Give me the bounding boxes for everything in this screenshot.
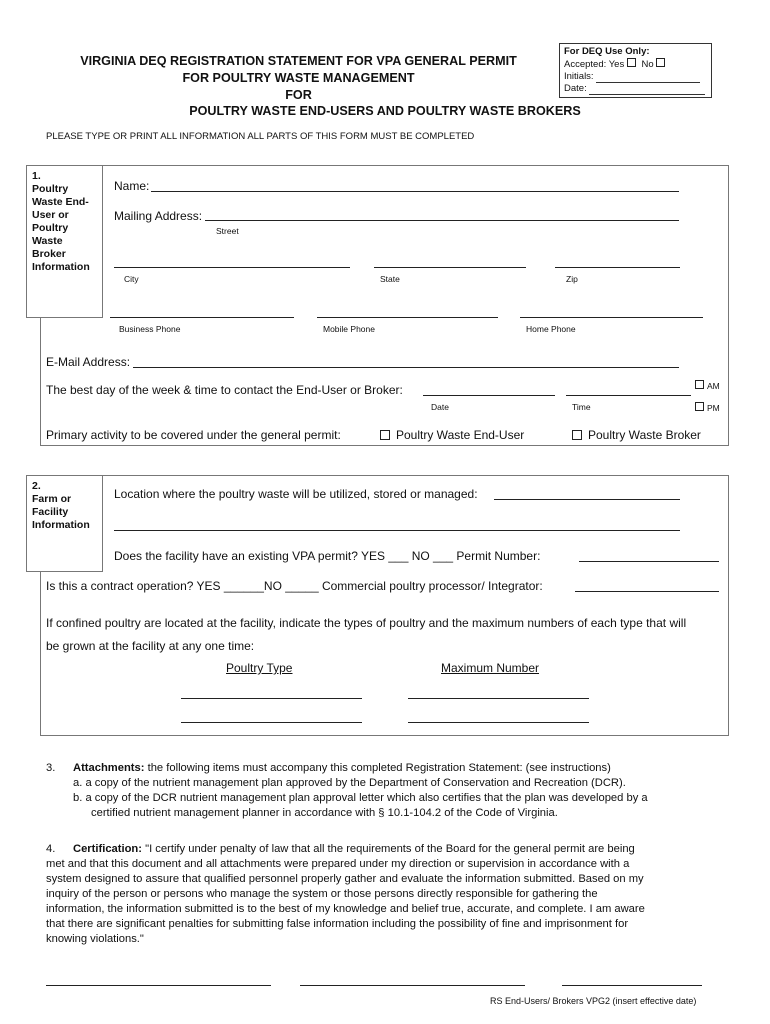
pm-label: PM — [707, 403, 720, 413]
location-field-1[interactable] — [494, 499, 680, 500]
street-label: Street — [216, 226, 239, 236]
certification-line-2: met and that this document and all attachments were prepared under my direction or supervision in accordance with a — [46, 858, 630, 870]
business-phone-label: Business Phone — [119, 324, 181, 334]
form-title-line-1: VIRGINIA DEQ REGISTRATION STATEMENT FOR VPA GENERAL PERMIT — [80, 54, 517, 68]
am-label: AM — [707, 381, 720, 391]
name-field[interactable] — [151, 191, 679, 192]
section-1-tab-text: Waste End- — [32, 196, 89, 208]
pm-checkbox[interactable] — [695, 402, 704, 411]
state-field[interactable] — [374, 267, 526, 268]
form-identifier: RS End-Users/ Brokers VPG2 (insert effective date) — [490, 996, 697, 1006]
maximum-number-header: Maximum Number — [441, 661, 540, 675]
deq-date-label: Date: — [564, 83, 587, 94]
home-phone-field[interactable] — [520, 317, 703, 318]
broker-label: Poultry Waste Broker — [588, 428, 701, 442]
deq-date-field[interactable] — [589, 85, 705, 95]
section-2-number: 2. — [32, 480, 41, 492]
poultry-type-header: Poultry Type — [226, 661, 293, 675]
deq-accepted-label: Accepted: — [564, 59, 607, 70]
deq-initials-field[interactable] — [596, 73, 700, 83]
deq-initials-label: Initials: — [564, 71, 594, 82]
certification-line-5: information, the information submitted is to the best of my knowledge and belief true, accurate, and complete. I am aware — [46, 903, 645, 915]
contact-time-field[interactable] — [566, 395, 691, 396]
confined-poultry-text-2: be grown at the facility at any one time: — [46, 639, 255, 653]
poultry-type-field-2[interactable] — [181, 722, 362, 723]
section-1-tab-text: Poultry — [32, 222, 69, 234]
location-field-2[interactable] — [114, 530, 680, 531]
maximum-number-field-1[interactable] — [408, 698, 589, 699]
maximum-number-field-2[interactable] — [408, 722, 589, 723]
am-option[interactable] — [695, 380, 720, 391]
email-label: E-Mail Address: — [46, 355, 131, 369]
certification-line-7: knowing violations." — [46, 933, 144, 945]
attachments-heading: Attachments: — [73, 762, 145, 774]
signature-date-field[interactable] — [562, 985, 702, 986]
end-user-option[interactable] — [380, 428, 524, 442]
section-2-tab-text: Farm or — [32, 493, 72, 505]
end-user-checkbox[interactable] — [380, 430, 390, 440]
vpa-permit-question: Does the facility have an existing VPA permit? YES ___ NO ___ Permit Number: — [114, 549, 541, 563]
certification-line-6: that there are significant penalties for submitting false information including the possibility of fine and imprisonment for — [46, 918, 629, 930]
attachment-item-a: a. a copy of the nutrient management plan approved by the Department of Conservation and Recreation (DCR). — [73, 777, 626, 789]
deq-no-label: No — [641, 59, 654, 70]
contact-date-label: Date — [431, 402, 449, 412]
section-1-tab-text: User or — [32, 209, 69, 221]
section-3-heading-line — [73, 762, 611, 774]
pm-option[interactable] — [695, 402, 720, 413]
contact-time-label: The best day of the week & time to contact the End-User or Broker: — [46, 383, 403, 397]
form-title-line-4: POULTRY WASTE END-USERS AND POULTRY WASTE BROKERS — [189, 104, 581, 118]
section-1-tab-text: Waste — [32, 235, 63, 247]
primary-activity-label: Primary activity to be covered under the general permit: — [46, 428, 341, 442]
business-phone-field[interactable] — [110, 317, 294, 318]
section-1-box — [40, 165, 729, 446]
broker-option[interactable] — [572, 428, 701, 442]
zip-label: Zip — [566, 274, 578, 284]
deq-box-title: For DEQ Use Only: — [564, 46, 650, 57]
deq-yes-label: Yes — [608, 59, 625, 70]
city-field[interactable] — [114, 267, 350, 268]
section-1-tab-text: Poultry — [32, 183, 69, 195]
zip-field[interactable] — [555, 267, 680, 268]
end-user-label: Poultry Waste End-User — [396, 428, 525, 442]
email-field[interactable] — [133, 367, 679, 368]
certification-heading: Certification: — [73, 843, 142, 855]
state-label: State — [380, 274, 400, 284]
section-2-box — [40, 475, 729, 736]
form-title-line-2: FOR POULTRY WASTE MANAGEMENT — [182, 71, 415, 85]
section-2-tab-text: Information — [32, 519, 90, 531]
permit-number-field[interactable] — [579, 561, 719, 562]
certification-line-4: inquiry of the person or persons who manage the system or those persons directly responsible for gathering the — [46, 888, 598, 900]
section-1-tab-text: Information — [32, 261, 90, 273]
name-label: Name: — [114, 179, 150, 193]
contact-date-field[interactable] — [423, 395, 555, 396]
mailing-address-field[interactable] — [205, 220, 679, 221]
form-title-line-3: FOR — [285, 88, 312, 102]
broker-checkbox[interactable] — [572, 430, 582, 440]
section-4-number: 4. — [46, 843, 56, 855]
am-checkbox[interactable] — [695, 380, 704, 389]
section-1-tab — [26, 165, 103, 318]
city-label: City — [124, 274, 139, 284]
mailing-address-label: Mailing Address: — [114, 209, 203, 223]
contact-time-label-small: Time — [572, 402, 591, 412]
section-2-tab — [26, 475, 103, 572]
location-label: Location where the poultry waste will be utilized, stored or managed: — [114, 487, 478, 501]
form-instructions: PLEASE TYPE OR PRINT ALL INFORMATION ALL PARTS OF THIS FORM MUST BE COMPLETED — [46, 131, 475, 142]
mobile-phone-field[interactable] — [317, 317, 498, 318]
section-1-tab-text: Broker — [32, 248, 66, 260]
certification-text: "I certify under penalty of law that all the requirements of the Board for the general permit are being — [142, 843, 635, 855]
section-1-number: 1. — [32, 170, 41, 182]
home-phone-label: Home Phone — [526, 324, 576, 334]
section-3-number: 3. — [46, 762, 56, 774]
printed-name-field[interactable] — [300, 985, 525, 986]
integrator-field[interactable] — [575, 591, 719, 592]
certification-line-1 — [73, 843, 635, 855]
attachments-intro: the following items must accompany this completed Registration Statement: (see instructions) — [144, 762, 611, 774]
contract-operation-question: Is this a contract operation? YES ______NO _____ Commercial poultry processor/ Integrator: — [46, 579, 543, 593]
deq-use-only-box — [559, 43, 712, 98]
confined-poultry-text-1: If confined poultry are located at the facility, indicate the types of poultry and the maximum numbers of each type that will — [46, 616, 687, 630]
attachment-item-b-line-1: b. a copy of the DCR nutrient management plan approval letter which also certifies that the plan was developed by a — [73, 792, 648, 804]
deq-no-checkbox[interactable] — [656, 58, 665, 67]
attachment-item-b-line-2: certified nutrient management planner in accordance with § 10.1-104.2 of the Code of Virginia. — [91, 807, 558, 819]
deq-yes-checkbox[interactable] — [627, 58, 636, 67]
poultry-type-field-1[interactable] — [181, 698, 362, 699]
certification-line-3: system designed to assure that qualified personnel properly gather and evaluate the information submitted. Based on my — [46, 873, 644, 885]
mobile-phone-label: Mobile Phone — [323, 324, 375, 334]
signature-field[interactable] — [46, 985, 271, 986]
section-2-tab-text: Facility — [32, 506, 69, 518]
